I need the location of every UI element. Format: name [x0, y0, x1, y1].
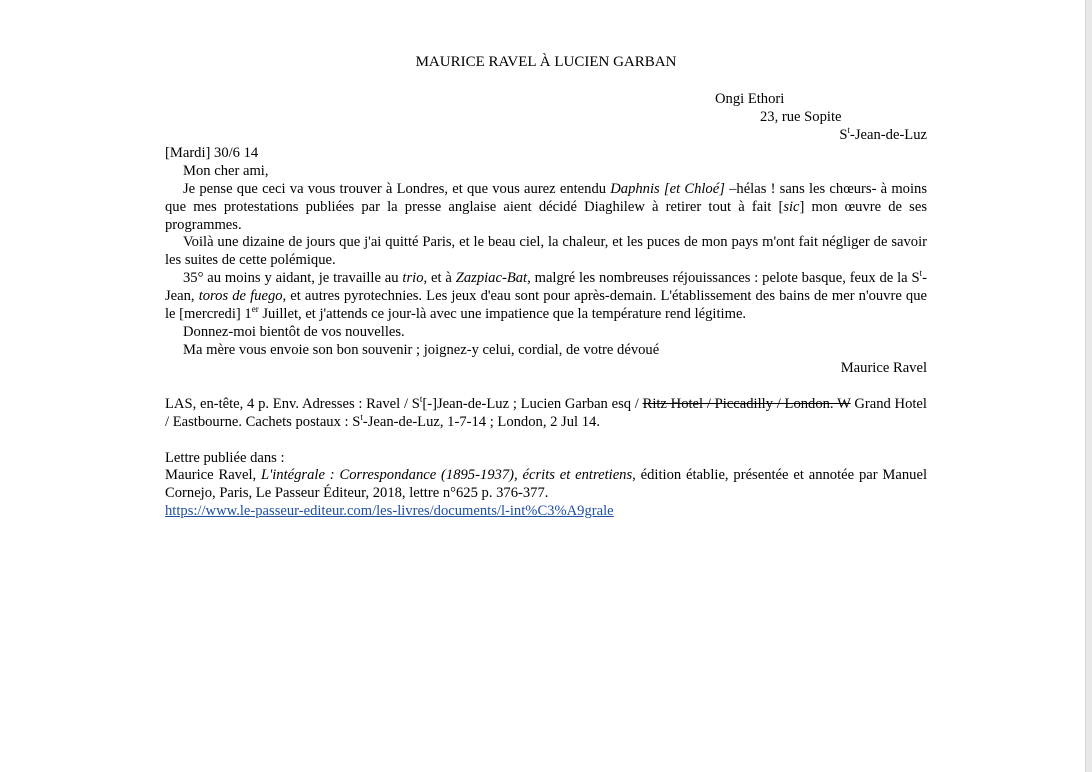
publication-heading: Lettre publiée dans :	[165, 449, 285, 466]
signature: Maurice Ravel	[840, 359, 927, 376]
paragraph-3: 35° au moins y aidant, je travaille au trio, et à Zazpiac-Bat, malgré les nombreuses réjouissances : pelote basque, feux de la $S^t$-Jean, toros de fuego, et autres pyrotechnies. Les jeux d'eau sont pour après-demain. L'établissement des bains de mer n'ouvre que le [mercredi] 1er Juillet, et j'attends ce jour-là avec une impatience que la température rend légitime.	[165, 268, 927, 323]
sender-address	[165, 91, 927, 145]
paragraph-5: Ma mère vous envoie son bon souvenir ; joignez-y celui, cordial, de votre dévoué	[183, 341, 660, 358]
salutation: Mon cher ami,	[183, 162, 269, 179]
publication-reference: Maurice Ravel, L'intégrale : Correspondance (1895-1937), écrits et entretiens, édition établie, présentée et annotée par Manuel Cornejo, Paris, Le Passeur Éditeur, 2018, lettre n°625 p. 376-377.	[165, 467, 928, 502]
address-line-town: $S^t-Jean-de$-Luz	[839, 125, 927, 143]
paragraph-1: Je pense que ceci va vous trouver à Londres, et que vous aurez entendu Daphnis [et Chloé] –hélas ! sans les chœurs- à moins que mes protestations publiées par la presse anglaise aient décidé Diaghilew à retirer tout à fait [sic] mon œuvre de ses programmes.	[165, 180, 927, 233]
vertical-scrollbar[interactable]	[1085, 0, 1092, 772]
address-line-street: 23, rue Sopite	[760, 108, 842, 125]
letter-title: MAURICE RAVEL À LUCIEN GARBAN	[415, 54, 677, 70]
paragraph-2: Voilà une dizaine de jours que j'ai quitté Paris, et le beau ciel, la chaleur, et les puces de mon pays m'ont fait négliger de savoir les suites de cette polémique.	[165, 234, 927, 269]
address-line-house: Ongi Ethori	[715, 90, 785, 107]
publisher-link[interactable]: https://www.le-passeur-editeur.com/les-livres/documents/l-int%C3%A9grale	[165, 503, 614, 520]
paragraph-4: Donnez-moi bientôt de vos nouvelles.	[183, 323, 405, 340]
publication-link-row	[165, 503, 927, 521]
document-page	[165, 54, 927, 521]
envelope-notes: LAS, en-tête, 4 p. Env. Adresses : Ravel / $S^t[-]Jean-de$-Luz ; Lucien Garban esq / Ritz Hotel / Piccadilly / London. W Grand Hotel / Eastbourne. Cachets postaux : $S^t-Jean-de$-Luz, 1-7-14 ; London, 2 Jul 14.	[165, 393, 927, 430]
letter-date: [Mardi] 30/6 14	[165, 144, 259, 161]
